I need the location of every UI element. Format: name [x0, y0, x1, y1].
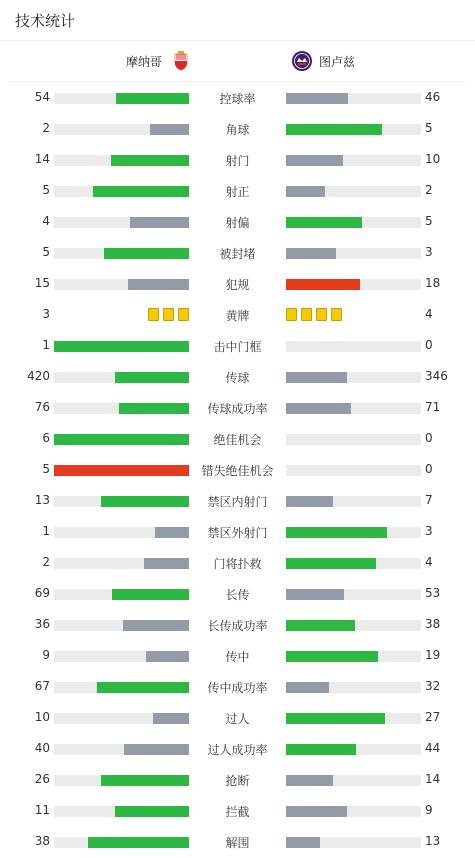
home-stat-fill: [128, 279, 189, 290]
away-stat-fill: [286, 248, 336, 259]
home-stat-fill: [153, 713, 189, 724]
away-stat-fill: [286, 837, 320, 848]
away-stat-bar: [286, 248, 421, 259]
away-stat-value: 71: [425, 400, 441, 414]
yellow-card-icon: [148, 308, 159, 321]
home-stat-value: 4: [42, 214, 50, 228]
away-stat-bar: [286, 341, 421, 352]
teams-header: [10, 41, 465, 82]
home-yellow-cards: [148, 308, 189, 321]
home-stat-bar: [54, 527, 189, 538]
away-stat-value: 14: [425, 772, 441, 786]
stat-label: 禁区内射门: [207, 495, 268, 509]
home-stat-bar: [54, 558, 189, 569]
away-stat-fill: [286, 93, 348, 104]
away-stat-fill: [286, 713, 385, 724]
stat-label: 犯规: [225, 278, 250, 292]
stat-label: 击中门框: [213, 340, 262, 354]
stat-row: [0, 703, 475, 734]
away-stat-fill: [286, 372, 347, 383]
home-stat-value: 5: [42, 245, 50, 259]
home-stat-fill: [124, 744, 189, 755]
home-stat-value: 2: [42, 121, 50, 135]
away-stat-fill: [286, 186, 325, 197]
away-stat-value: 13: [425, 834, 441, 848]
home-stat-value: 76: [34, 400, 50, 414]
home-stat-value: 13: [34, 493, 50, 507]
stat-row: [0, 300, 475, 331]
home-stat-value: 15: [34, 276, 50, 290]
stat-row: [0, 548, 475, 579]
stat-row: [0, 176, 475, 207]
home-stat-bar: [54, 465, 189, 476]
home-stat-bar: [54, 341, 189, 352]
home-stat-bar: [54, 713, 189, 724]
home-stat-value: 67: [34, 679, 50, 693]
home-stat-fill: [130, 217, 189, 228]
home-stat-bar: [54, 403, 189, 414]
away-stat-value: 0: [425, 462, 433, 476]
away-stat-bar: [286, 93, 421, 104]
away-stat-value: 19: [425, 648, 441, 662]
away-stat-value: 3: [425, 524, 433, 538]
away-stat-bar: [286, 403, 421, 414]
stat-label: 过人: [225, 712, 250, 726]
home-stat-value: 1: [42, 338, 50, 352]
stat-row: [0, 827, 475, 858]
away-stat-value: 3: [425, 245, 433, 259]
away-stat-bar: [286, 589, 421, 600]
stat-label: 黄牌: [225, 309, 250, 323]
stat-row: [0, 517, 475, 548]
home-stat-bar: [54, 279, 189, 290]
home-stat-value: 2: [42, 555, 50, 569]
away-stat-bar: [286, 837, 421, 848]
stat-row: [0, 610, 475, 641]
home-stat-fill: [116, 93, 189, 104]
away-stat-value: 5: [425, 214, 433, 228]
away-stat-bar: [286, 496, 421, 507]
stat-label: 拦截: [225, 805, 250, 819]
away-stat-value: 0: [425, 431, 433, 445]
home-stat-bar: [54, 837, 189, 848]
home-stat-fill: [54, 465, 189, 476]
toulouse-crest-icon: [291, 50, 313, 72]
away-team-name: 图卢兹: [319, 54, 356, 69]
stat-row: [0, 83, 475, 114]
away-stat-bar: [286, 744, 421, 755]
stat-label: 传中成功率: [207, 681, 268, 695]
home-stat-value: 5: [42, 462, 50, 476]
home-stat-value: 26: [34, 772, 50, 786]
yellow-card-icon: [286, 308, 297, 321]
away-stat-value: 53: [425, 586, 441, 600]
yellow-card-icon: [163, 308, 174, 321]
stat-label: 传球成功率: [207, 402, 268, 416]
home-stat-bar: [54, 372, 189, 383]
stat-label: 门将扑救: [213, 557, 262, 571]
home-stat-value: 11: [34, 803, 50, 817]
stat-label: 错失绝佳机会: [201, 464, 274, 478]
away-stat-bar: [286, 217, 421, 228]
home-stat-fill: [104, 248, 189, 259]
stat-row: [0, 114, 475, 145]
away-stat-bar: [286, 558, 421, 569]
home-stat-fill: [123, 620, 189, 631]
stat-label: 被封堵: [219, 247, 256, 261]
away-stat-value: 0: [425, 338, 433, 352]
away-stat-value: 27: [425, 710, 441, 724]
home-stat-fill: [101, 775, 189, 786]
away-team[interactable]: [291, 50, 363, 72]
away-stat-fill: [286, 155, 343, 166]
home-stat-fill: [112, 589, 189, 600]
away-stat-bar: [286, 713, 421, 724]
stat-label: 长传: [225, 588, 250, 602]
home-stat-fill: [54, 341, 189, 352]
stat-label: 射门: [225, 154, 250, 168]
home-stat-bar: [54, 186, 189, 197]
home-stat-bar: [54, 155, 189, 166]
away-stat-value: 18: [425, 276, 441, 290]
away-stat-fill: [286, 527, 387, 538]
away-stat-fill: [286, 651, 378, 662]
home-stat-value: 36: [34, 617, 50, 631]
away-stat-bar: [286, 186, 421, 197]
away-stat-bar: [286, 806, 421, 817]
home-stat-fill: [97, 682, 189, 693]
stat-row: [0, 269, 475, 300]
home-stat-value: 54: [34, 90, 50, 104]
home-stat-fill: [93, 186, 189, 197]
yellow-card-icon: [178, 308, 189, 321]
away-stat-value: 4: [425, 307, 433, 321]
home-stat-bar: [54, 496, 189, 507]
home-stat-bar: [54, 620, 189, 631]
away-stat-value: 5: [425, 121, 433, 135]
stat-row: [0, 145, 475, 176]
away-stat-value: 46: [425, 90, 441, 104]
page-title: 技术统计: [15, 12, 76, 30]
away-stat-fill: [286, 496, 333, 507]
home-stat-value: 9: [42, 648, 50, 662]
away-stat-bar: [286, 372, 421, 383]
stat-label: 角球: [225, 123, 250, 137]
away-stat-value: 32: [425, 679, 441, 693]
home-stat-fill: [155, 527, 189, 538]
home-stat-fill: [111, 155, 189, 166]
stat-row: [0, 672, 475, 703]
away-stat-value: 9: [425, 803, 433, 817]
away-stat-value: 4: [425, 555, 433, 569]
stat-label: 绝佳机会: [213, 433, 262, 447]
home-stat-value: 14: [34, 152, 50, 166]
away-stat-fill: [286, 124, 382, 135]
home-stat-fill: [54, 434, 189, 445]
away-stat-bar: [286, 527, 421, 538]
away-stat-fill: [286, 589, 344, 600]
stat-row: [0, 393, 475, 424]
home-stat-value: 38: [34, 834, 50, 848]
home-stat-bar: [54, 744, 189, 755]
stat-row: [0, 331, 475, 362]
stat-row: [0, 207, 475, 238]
home-stat-bar: [54, 806, 189, 817]
stat-label: 解围: [225, 836, 250, 850]
stat-row: [0, 362, 475, 393]
home-team[interactable]: [126, 50, 192, 72]
home-stat-value: 69: [34, 586, 50, 600]
stat-label: 射正: [225, 185, 250, 199]
home-stat-bar: [54, 124, 189, 135]
home-stat-bar: [54, 775, 189, 786]
away-stat-bar: [286, 279, 421, 290]
stat-label: 过人成功率: [207, 743, 268, 757]
away-stat-bar: [286, 465, 421, 476]
home-stat-value: 1: [42, 524, 50, 538]
stats-list: [0, 83, 475, 858]
away-stat-bar: [286, 124, 421, 135]
away-stat-fill: [286, 806, 347, 817]
away-stat-bar: [286, 651, 421, 662]
away-stat-fill: [286, 558, 376, 569]
stat-row: [0, 238, 475, 269]
home-stat-fill: [144, 558, 189, 569]
away-stat-fill: [286, 775, 333, 786]
home-team-name: 摩纳哥: [126, 54, 163, 69]
away-stat-value: 10: [425, 152, 441, 166]
home-stat-fill: [115, 806, 189, 817]
home-stat-bar: [54, 248, 189, 259]
home-stat-fill: [150, 124, 189, 135]
yellow-card-icon: [316, 308, 327, 321]
stat-row: [0, 641, 475, 672]
stat-label: 传球: [225, 371, 250, 385]
home-stat-value: 420: [27, 369, 50, 383]
stat-label: 传中: [225, 650, 250, 664]
away-stat-bar: [286, 775, 421, 786]
home-stat-value: 10: [34, 710, 50, 724]
away-stat-fill: [286, 744, 356, 755]
stat-row: [0, 486, 475, 517]
home-stat-fill: [119, 403, 189, 414]
away-stat-bar: [286, 155, 421, 166]
away-yellow-cards: [286, 308, 342, 321]
away-stat-fill: [286, 682, 329, 693]
stat-label: 禁区外射门: [207, 526, 268, 540]
stat-row: [0, 734, 475, 765]
away-stat-value: 7: [425, 493, 433, 507]
home-stat-bar: [54, 217, 189, 228]
away-stat-value: 44: [425, 741, 441, 755]
home-stat-value: 6: [42, 431, 50, 445]
home-stat-bar: [54, 93, 189, 104]
home-stat-value: 3: [42, 307, 50, 321]
stat-row: [0, 765, 475, 796]
home-stat-value: 40: [34, 741, 50, 755]
away-stat-value: 38: [425, 617, 441, 631]
home-stat-bar: [54, 651, 189, 662]
stat-label: 控球率: [219, 92, 256, 106]
monaco-crest-icon: [170, 50, 192, 72]
stat-row: [0, 455, 475, 486]
away-stat-fill: [286, 279, 360, 290]
away-stat-fill: [286, 620, 355, 631]
away-stat-bar: [286, 434, 421, 445]
stat-row: [0, 579, 475, 610]
away-stat-bar: [286, 682, 421, 693]
stat-label: 抢断: [225, 774, 250, 788]
stats-header: [0, 0, 475, 41]
yellow-card-icon: [331, 308, 342, 321]
away-stat-fill: [286, 217, 362, 228]
home-stat-bar: [54, 434, 189, 445]
away-stat-value: 346: [425, 369, 448, 383]
home-stat-fill: [115, 372, 189, 383]
home-stat-bar: [54, 682, 189, 693]
yellow-card-icon: [301, 308, 312, 321]
home-stat-bar: [54, 589, 189, 600]
home-stat-fill: [146, 651, 189, 662]
stat-row: [0, 796, 475, 827]
stat-label: 长传成功率: [207, 619, 268, 633]
away-stat-fill: [286, 403, 351, 414]
away-stat-value: 2: [425, 183, 433, 197]
home-stat-fill: [101, 496, 189, 507]
home-stat-value: 5: [42, 183, 50, 197]
stat-label: 射偏: [225, 216, 250, 230]
home-stat-fill: [88, 837, 189, 848]
away-stat-bar: [286, 620, 421, 631]
stat-row: [0, 424, 475, 455]
